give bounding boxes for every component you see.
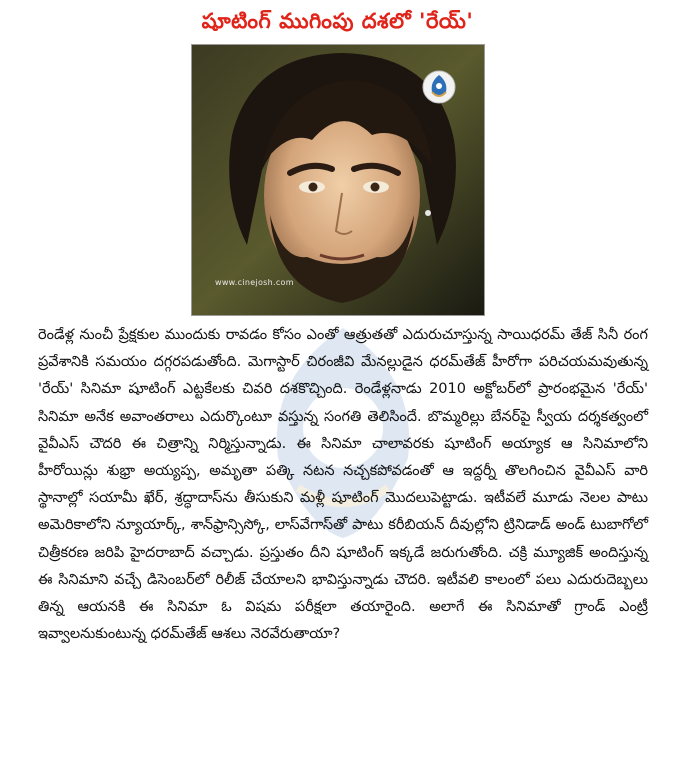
- article-body: రెండేళ్ల నుంచీ ప్రేక్షకుల ముందుకు రావడం కోసం ఎంతో ఆత్రుతతో ఎదురుచూస్తున్న సాయిధరమ్ తేజ్ సినీ రంగ ప్రవేశానికి సమయం దగ్గరపడుతోంది. మెగాస్టార్ చిరంజీవి మేనల్లుడైన ధరమ్‌తేజ్ హీరోగా పరిచయమవుతున్న 'రేయ్' సినిమా షూటింగ్ ఎట్టకేలకు చివరి దశకొచ్చింది. రెండేళ్లనాడు 2010 అక్టోబర్‌లో ప్రారంభమైన 'రేయ్' సినిమా అనేక అవాంతరాలు ఎదుర్కొంటూ వస్తున్న సంగతి తెలిసిందే. బొమ్మరిల్లు బేనర్‌పై స్వీయ దర్శకత్వంలో వైవీఎస్ చౌదరి ఈ చిత్రాన్ని నిర్మిస్తున్నాడు. ఈ సినిమా చాలావరకు షూటింగ్ అయ్యాక ఆ సినిమాలోని హీరోయిన్లు శుభ్రా అయ్యప్ప, అమృతా పత్కి నటన నచ్చకపోవడంతో ఆ ఇద్దర్నీ తొలగించిన వైవీఎస్ వారి స్థానాల్లో సయామీ ఖేర్, శ్రద్ధాదాస్‌ను తీసుకుని మళ్లీ షూటింగ్ మొదలుపెట్టాడు. ఇటీవలే మూడు నెలల పాటు అమెరికాలోని న్యూయార్క్, శాన్‌ఫ్రాన్సిస్కో, లాస్‌వేగాస్‌తో పాటు కరీబియన్ దీవుల్లోని ట్రినిడాడ్ అండ్ టుబాగోలో చిత్రీకరణ జరిపి హైదరాబాద్ వచ్చాడు. ప్రస్తుతం దీని షూటింగ్ ఇక్కడే జరుగుతోంది. చక్రి మ్యూజిక్ అందిస్తున్న ఈ సినిమాని వచ్చే డిసెంబర్‌లో రిలీజ్ చేయాలని భావిస్తున్నాడు చౌదరి. ఇటీవలి కాలంలో పలు ఎదురుదెబ్బలు తిన్న ఆయనకి ఈ సినిమా ఓ విషమ పరీక్షలా తయారైంది. అలాగే ఈ సినిమాతో గ్రాండ్ ఎంట్రీ ఇవ్వాలనుకుంటున్న ధరమ్‌తేజ్ ఆశలు నెరవేరుతాయా?: [38, 327, 648, 643]
- photo-watermark: www.cinejosh.com: [215, 278, 294, 287]
- cinejosh-logo-icon: [422, 70, 456, 104]
- article-headline: షూటింగ్ ముగింపు దశలో 'రేయ్': [201, 9, 474, 33]
